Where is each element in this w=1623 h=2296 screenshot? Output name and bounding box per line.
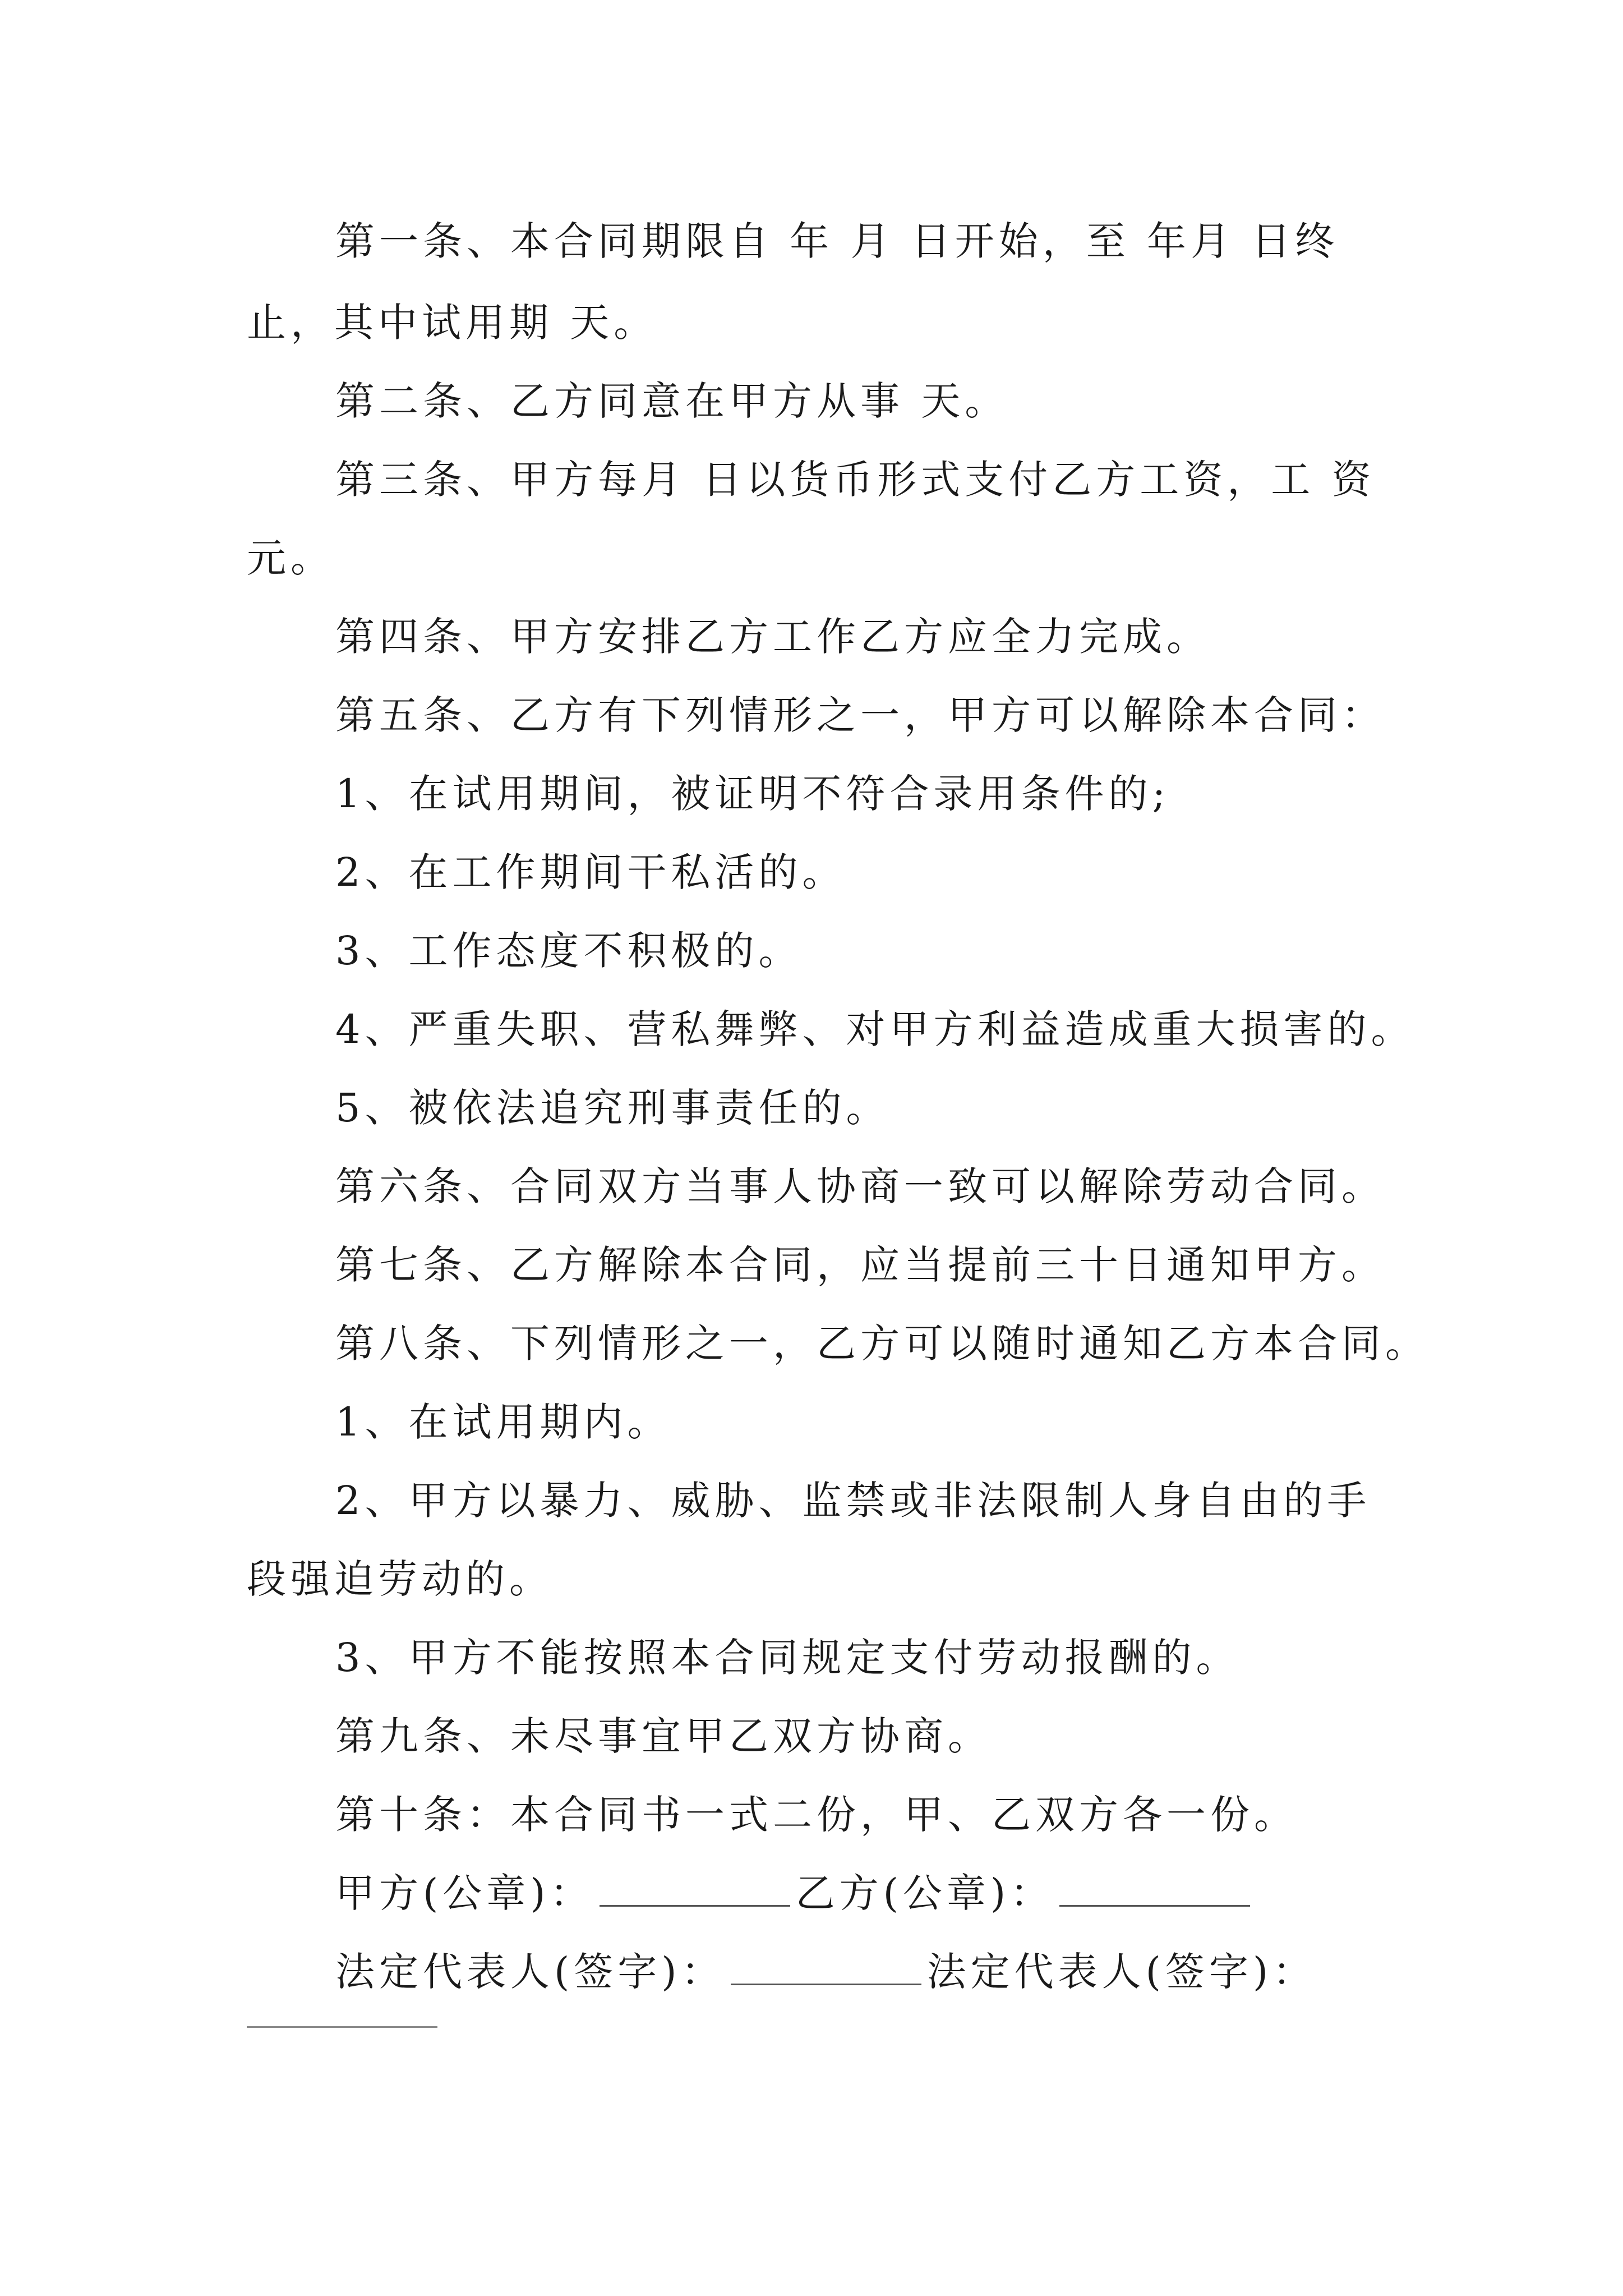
clause-5: 第五条、乙方有下列情形之一，甲方可以解除本合同： [335,692,1385,738]
clause-6: 第六条、合同双方当事人协商一致可以解除劳动合同。 [335,1163,1385,1209]
clause-3-line-1: 第三条、甲方每月 日以货币形式支付乙方工资，工 资 [335,457,1376,503]
representative-signature-line [335,1944,1412,2000]
clause-3-line-2: 元。 [247,535,334,581]
clause-5-item-1: 1、在试用期间，被证明不符合录用条件的; [335,771,1170,817]
clause-5-item-4: 4、严重失职、营私舞弊、对甲方利益造成重大损害的。 [335,1006,1415,1052]
party-a-seal-label: 甲方(公章)： [335,1870,594,1916]
clause-8-item-3: 3、甲方不能按照本合同规定支付劳动报酬的。 [335,1635,1240,1681]
clause-8-item-2-line-2: 段强迫劳动的。 [247,1556,553,1602]
clause-1-line-2: 止，其中试用期 天。 [247,300,658,346]
rep-b-label: 法定代表人(签字)： [926,1949,1317,1995]
rep-b-blank-continued [247,2026,437,2028]
clause-9: 第九条、未尽事宜甲乙双方协商。 [335,1713,992,1759]
party-b-seal-blank [1059,1867,1250,1907]
clause-1-line-1: 第一条、本合同期限自 年 月 日开始，至 年月 日终 [335,218,1339,264]
clause-8: 第八条、下列情形之一，乙方可以随时通知乙方本合同。 [335,1320,1429,1366]
clause-5-item-5: 5、被依法追究刑事责任的。 [335,1085,890,1131]
clause-4: 第四条、甲方安排乙方工作乙方应全力完成。 [335,614,1210,660]
rep-a-blank [731,1945,921,1985]
rep-a-label: 法定代表人(签字)： [335,1949,725,1995]
clause-7: 第七条、乙方解除本合同，应当提前三十日通知甲方。 [335,1242,1385,1288]
seal-signature-line [335,1865,1412,1921]
clause-2: 第二条、乙方同意在甲方从事 天。 [335,378,1009,424]
clause-8-item-2-line-1: 2、甲方以暴力、威胁、监禁或非法限制人身自由的手 [335,1478,1371,1524]
party-b-seal-label: 乙方(公章)： [795,1870,1054,1916]
clause-5-item-2: 2、在工作期间干私活的。 [335,849,846,895]
clause-5-item-3: 3、工作态度不积极的。 [335,928,803,974]
clause-8-item-1: 1、在试用期内。 [335,1399,671,1445]
party-a-seal-blank [600,1867,790,1907]
clause-10: 第十条：本合同书一式二份，甲、乙双方各一份。 [335,1792,1298,1838]
